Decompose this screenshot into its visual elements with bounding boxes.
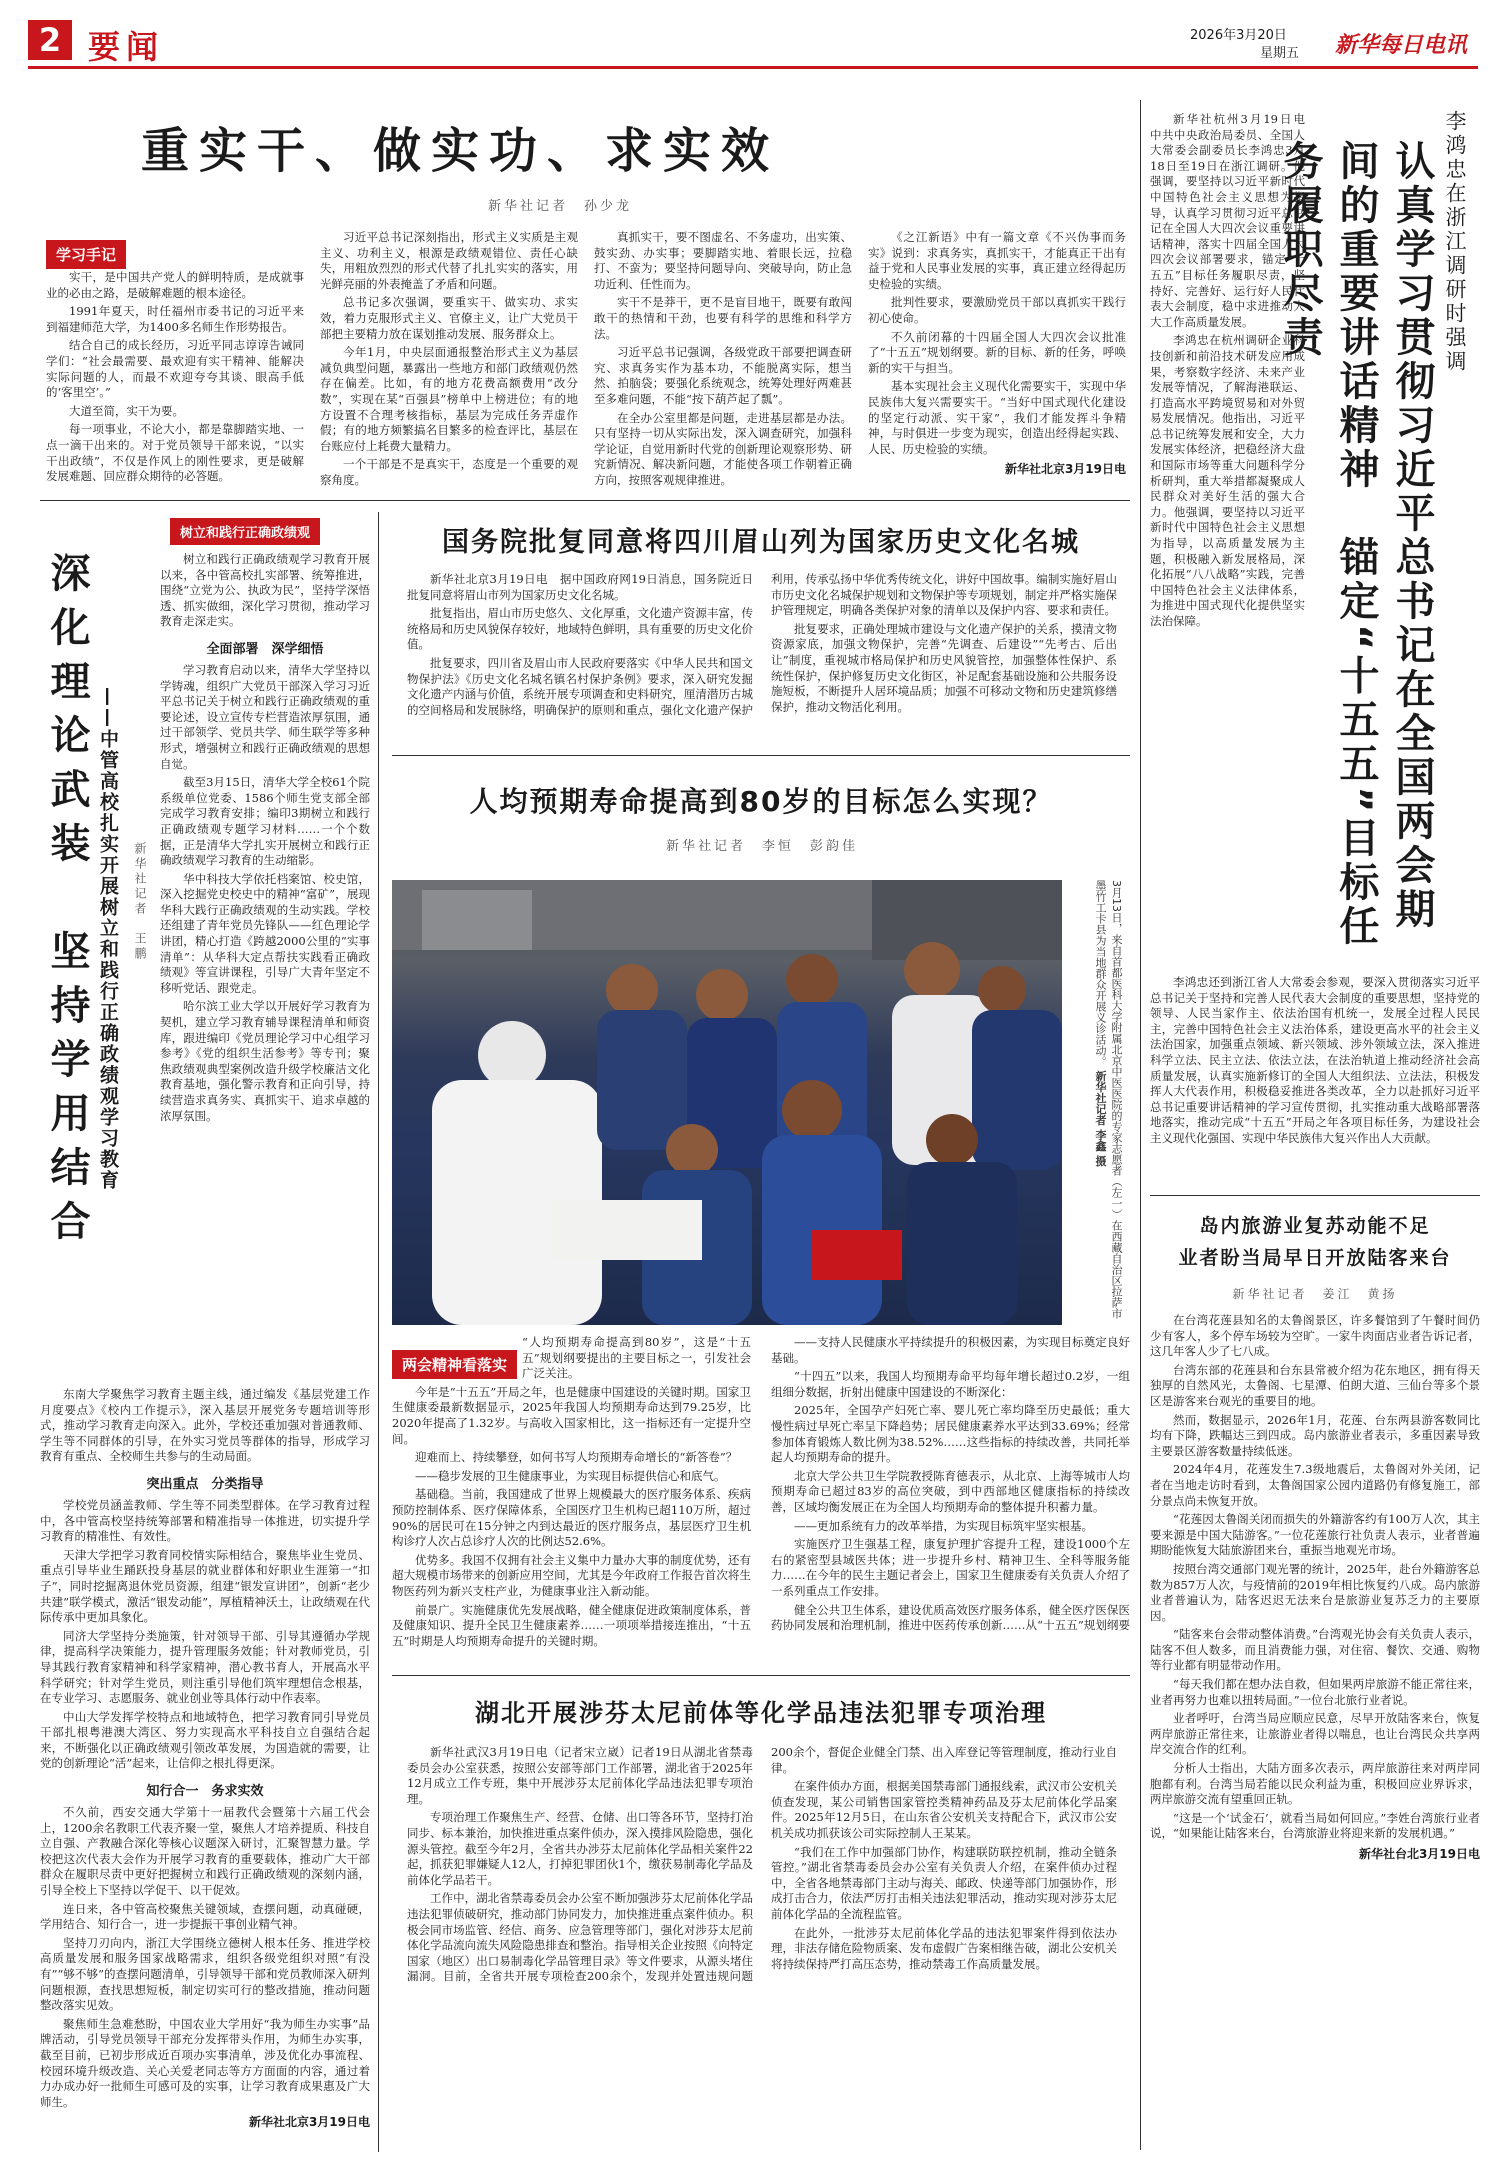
divider [378,512,379,2152]
article-life-expectancy [392,765,1130,1665]
divider [392,755,1130,756]
photo-illustration [392,880,1062,1325]
page-header [0,0,1500,66]
divider [392,1675,1130,1676]
article-kicker: 李鸿忠在浙江调研时强调 [1443,110,1467,374]
subheading: 知行合一 务求实效 [146,1784,264,1800]
page-number: 2 [28,20,72,60]
dateline: 新华社台北3月19日电 [1358,1847,1480,1861]
article-title: 湖北开展涉芬太尼前体等化学品违法犯罪专项治理 [475,1699,1047,1727]
article-body-narrow: 新华社杭州3月19日电 中共中央政治局委员、全国人大常委会副委员长李鸿忠3月18日至19日在浙江调研。他强调，要坚持以习近平新时代中国特色社会主义思想为指导，认真学习贯彻习近平总书记在全国人大四次会议重要讲话精神，落实十四届全国人大四次会议部署要求，锚定“十五五”目标任务履职尽责，坚持好、完善好、运行好人民代表大会制度，稳中求进推动人大工作高质量发展。 李鸿忠在杭州调研企业科技创新和前沿技术研发应用成果，考察数字经济、未来产业发展等情况，了解海港联运、打造高水平跨境贸易和对外贸易发展情况。他指出，习近平总书记统筹发展和安全，大力发展实体经济，把稳经济大盘和国际市场等重大问题科学分析研判，重大举措都凝聚成人民群众对美好生活的强大合力。他强调，要坚持以习近平新时代中国特色社会主义思想为指导，以高质量发展为主题，积极融入新发展格局，深化拓展“八八战略”实践，完善中国特色社会主义法律体系，为推进中国式现代化提供坚实法治保障。 [1150,112,1305,628]
subheading: 突出重点 分类指导 [146,1476,264,1492]
dateline: 新华社北京3月19日电 [1004,462,1126,477]
byline: 新华社记者 孙少龙 [487,199,632,214]
article-title: 人均预期寿命提高到80岁的目标怎么实现？ [469,785,1053,818]
article-title: 国务院批复同意将四川眉山列为国家历史文化名城 [442,527,1080,558]
issue-date: 2026年3月20日 [1190,28,1287,43]
byline: 新华社记者 李恒 彭韵佳 [665,839,858,854]
article-meishan [392,512,1130,742]
article-fentanyl [392,1685,1130,2155]
article-title: 岛内旅游业复苏动能不足 [1199,1215,1431,1237]
article-title-line2: 业者盼当局早日开放陆客来台 [1178,1247,1452,1269]
column-tag: 树立和践行正确政绩观 [170,518,320,545]
column-tag: 两会精神看落实 [392,1350,517,1379]
article-body: 实干，是中国共产党人的鲜明特质，是成就事业的必由之路，是破解难题的根本途径。 1991年夏天，时任福州市委书记的习近平来到福建师范大学，为1400多名师生作形势报告。 结合自己的成长经历，习近平同志谆谆告诫同学们：“社会最需要、最欢迎有实干精神、能解决实际问题的人，而最不欢迎夸夸其谈、眼高手低的‘客里空’。” 大道至简，实干为要。 每一项事业，不论大小，都是靠脚踏实地、一点一滴干出来的。对于党员领导干部来说，“以实干出政绩”，不仅是作风上的刚性要求，更是破解发展难题、回应群众期待的必答题。 习近平总书记深刻指出，形式主义实质是主观主义、功利主义，根源是政绩观错位、责任心缺失，用粗放烈烈的形式代替了扎扎实实的落实，用光鲜亮丽的外表掩盖了矛盾和问题。 总书记多次强调，要重实干、做实功、求实效，着力克服形式主义、官僚主义，让广大党员干部把主要精力放在谋划推动发展、服务群众上。 今年1月，中央层面通报整治形式主义为基层减负典型问题，暴露出一些地方和部门政绩观仍然存在偏差。比如，有的地方花费高额费用“改分数”，实现在某“百强县”榜单中上榜进位；有的地方设置不合理考核指标，基层为完成任务弄虚作假；有的地方频繁搞名目繁多的检查评比，基层在台账应付上耗费大量精力。 一个干部是不是真实干，态度是一个重要的观察角度。 真抓实干，要不图虚名、不务虚功，出实策、鼓实劲、办实事；要脚踏实地、着眼长远，拉稳打、不蛮为；要坚持问题导向、突破导向，防止急功近利、任性而为。 实干不是莽干，更不是盲目地干，既要有敢闯敢干的热情和干劲，也要有科学的思维和科学方法。 习近平总书记强调，各级党政干部要把调查研究、求真务实作为基本功，不能脱离实际，想当然、拍脑袋；要强化系统观念，统筹处理好两难甚至多难问题，不能“按下葫芦起了瓢”。 在全办公室里都是问题，走进基层都是办法。只有坚持一切从实际出发，深入调查研究，加强科学论证，自觉用新时代党的创新理论观察形势、研究新情况、解决新问题，才能使各项工作朝着正确方向，按照客观规律推进。 《之江新语》中有一篇文章《不兴伪事而务实》说到：求真务实，真抓实干，才能真正干出有益于党和人民事业发展的实事，真正建立经得起历史检验的实绩。 批判性要求，要激励党员干部以真抓实干践行初心使命。 不久前闭幕的十四届全国人大四次会议批准了“十五五”规划纲要。新的目标、新的任务，呼唤新的实干与担当。 基本实现社会主义现代化需要实干，实现中华民族伟大复兴需要实干。“当好中国式现代化建设的坚定行动派、实干家”，我们才能发挥斗争精神，与时俱进一步变为现实，创造出经得起实践、人民、历史检验的实绩。 新华社北京3月19日电 [46,230,1126,487]
photo-credit: 新华社记者 李鑫 摄 [1094,1070,1107,1167]
article-body-wide: 李鸿忠还到浙江省人大常委会参观，要深入贯彻落实习近平总书记关于坚持和完善人民代表大会制度的重要思想，坚持党的领导、人民当家作主、依法治国有机统一，发展全过程人民民主，完善中国特色社会主义法治体系，建设更高水平的社会主义法治国家，加强重点领域、新兴领域、涉外领域立法，深入推进科学立法、民主立法、依法立法，在法治轨道上推动经济社会高质量发展，认真实施新修订的全国人大组织法、立法法，积极发挥人大代表作用，积极稳妥推进各类改革，全力以赴抓好习近平总书记重要讲话精神的学习宣传贯彻，扎实推动重大战略部署落地落实，推动完成“十五五”开局之年各项目标任务，为建设社会主义现代化强国、实现中华民族伟大复兴作出人大贡献。 [1150,975,1480,1145]
divider [1140,100,1141,2150]
news-photo [392,880,1062,1325]
article-subtitle: ——中管高校扎实开展树立和践行正确政绩观学习教育 [97,687,119,1191]
article-body: “人均预期寿命提高到80岁”，这是“十五五”规划纲要提出的主要目标之一，引发社会广泛关注。 今年是“十五五”开局之年，也是健康中国建设的关键时期。国家卫生健康委最新数据显示，2025年我国人均预期寿命达到79.25岁，比2020年提高了1.32岁。与高收入国家相比，这一指标还有一定提升空间。 迎难而上、持续攀登，如何书写人均预期寿命增长的“新答卷”？ ——稳步发展的卫生健康事业，为实现目标提供信心和底气。 基础稳。当前，我国建成了世界上规模最大的医疗服务体系、疾病预防控制体系、医疗保障体系，全国医疗卫生机构已超110万所，超过90%的居民可在15分钟之内到达最近的医疗服务点，基层医疗卫生机构诊疗人次占总诊疗人次的比例达52.6%。 优势多。我国不仅拥有社会主义集中力量办大事的制度优势，还有超大规模市场带来的创新应用空间，尤其是今年政府工作报告首次将生物医药列为新兴支柱产业，为健康事业注入新动能。 前景广。实施健康优先发展战略，健全健康促进政策制度体系，普及健康知识、提升全民卫生健康素养……一项项举措接连推出，“十五五”时期是人均预期寿命提升的关键时期。 ——支持人民健康水平持续提升的积极因素，为实现目标奠定良好基础。 “十四五”以来，我国人均预期寿命平均每年增长超过0.2岁，一组组细分数据，折射出健康中国建设的不断深化： 2025年，全国孕产妇死亡率、婴儿死亡率均降至历史最低；重大慢性病过早死亡率呈下降趋势；居民健康素养水平达到33.69%；经常参加体育锻炼人数比例为38.52%……这些指标的持续改善，共同托举起人均预期寿命的提升。 北京大学公共卫生学院教授陈育德表示，从北京、上海等城市人均预期寿命已超过83岁的高位突破，到中西部地区健康指标的持续改善，区域均衡发展正在为全国人均预期寿命的整体提升积蓄力量。 ——更加系统有力的改革举措，为实现目标筑牢坚实根基。 实施医疗卫生强基工程，康复护理扩容提升工程，建设1000个左右的紧密型县域医共体；进一步提升乡村、精神卫生、全科等服务能力……在今年的民生主题记者会上，国家卫生健康委有关负责人介绍了一系列重点工作安排。 健全公共卫生体系，建设优质高效医疗服务体系，健全医疗医保医药协同发展和治理机制，推进中医药传承创新……从“十五五”规划纲要 [392,1335,1130,1648]
article-body: 新华社北京3月19日电 据中国政府网19日消息，国务院近日批复同意将眉山市列为国家历史文化名城。 批复指出，眉山市历史悠久、文化厚重，文化遗产资源丰富，传统格局和历史风貌保存较好，地域特色鲜明，具有重要的历史文化价值。 批复要求，四川省及眉山市人民政府要落实《中华人民共和国文物保护法》《历史文化名城名镇名村保护条例》要求，深入研究发掘文化遗产内涵与价值，系统开展专项调查和史料研究，厘清潜历古城的空间格局和发展脉络，明确保护的原则和重点，强化文化遗产保护利用，传承弘扬中华优秀传统文化，讲好中国故事。编制实施好眉山市历史文化名城保护规划和文物保护等专项规划，制定并严格实施保护管理规定，明确各类保护对象的清单以及保护内容、要求和责任。 批复要求，正确处理城市建设与文化遗产保护的关系，摸清文物资源家底，加强文物保护，完善“先调查、后建设”“先考古、后出让”制度，重视城市格局保护和历史风貌管控，加强整体性保护、系统性保护，保护修复历史文化街区，补足配套基础设施和公共服务设施短板，不断提升人居环境品质；加强不可移动文物和历史建筑修缮保护，推动文物活化利用。 [407,572,1117,717]
divider [40,500,1130,501]
dateline: 新华社北京3月19日电 [248,2115,370,2130]
paper-logo: 新华每日电讯 [1335,32,1468,58]
article-taiwan-tourism [1150,1205,1480,2155]
article-title: 深化理论武装 坚持学用结合 [44,552,90,1254]
byline: 新华社记者 王鹏 [133,842,147,962]
article-zhengjiguan [40,512,370,2152]
issue-weekday: 星期五 [1260,46,1300,61]
photo-caption: 3月13日，来自首都医科大学附属北京中医医院的专家志愿者（左一）在西藏自治区拉萨市墨竹工卡县为当地群众开展义诊活动。 新华社记者 李鑫 摄 [1094,880,1123,1319]
subheading: 全面部署 深学细悟 [206,641,324,657]
article-body: 在台湾花莲县知名的太鲁阁景区，许多餐馆到了午餐时间仍少有客人，多个停车场较为空旷。一家牛肉面店业者告诉记者，这几年客人少了七八成。 台湾东部的花莲县和台东县常被介绍为花东地区，拥有得天独厚的自然风光，太鲁阁、七星潭、伯朗大道、三仙台等多个景区是游客来台观光的重要目的地。 然而，数据显示，2026年1月，花莲、台东两县游客数同比均有下降，跌幅达三到四成。岛内旅游业者表示，多重因素导致主要景区游客数量持续低迷。 2024年4月，花莲发生7.3级地震后，太鲁阁对外关闭，记者在当地走访时看到，太鲁阁国家公园内道路仍有修复施工，部分景点尚未恢复开放。 “花莲因太鲁阁关闭而损失的外籍游客约有100万人次，其主要来源是中国大陆游客。”一位花莲旅行社负责人表示，业者普遍期盼能恢复大陆旅游团来台，重振当地观光市场。 按照台湾交通部门观光署的统计，2025年，赴台外籍游客总数为857万人次，与疫情前的2019年相比恢复约八成。岛内旅游业者普遍认为，陆客迟迟无法来台是旅游业复苏乏力的主要原因。 “陆客来台会带动整体消费。”台湾观光协会有关负责人表示，陆客不但人数多，而且消费能力强，对住宿、餐饮、交通、购物等行业都有明显带动作用。 “每天我们都在想办法自救，但如果两岸旅游不能正常往来，业者再努力也难以扭转局面。”一位台北旅行业者说。 业者呼吁，台湾当局应顺应民意，尽早开放陆客来台，恢复两岸旅游正常往来，让旅游业者得以喘息，也让台湾民众共享两岸交流合作的红利。 分析人士指出，大陆方面多次表示，两岸旅游往来对两岸同胞都有利。台湾当局若能以民众利益为重，积极回应业界诉求，两岸旅游交流有望重回正轨。 “这是一个‘试金石’，就看当局如何回应。”李姓台湾旅行业者说，“如果能让陆客来台，台湾旅游业将迎来新的发展机遇。” 新华社台北3月19日电 [1150,1313,1480,1861]
divider [1150,1195,1480,1196]
section-title: 要闻 [88,28,165,66]
article-title: 重实干、做实功、求实效 [140,123,779,179]
header-rule [28,66,1478,69]
article-shishi [40,100,1130,495]
article-lihongzhong [1150,100,1480,1190]
article-title: 认真学习贯彻习近平总书记在全国两会期间的重要讲话精神 锚定“十五五”目标任务履职尽责 [1277,140,1435,949]
column-tag: 学习手记 [46,240,126,269]
article-body-bottom: 东南大学聚焦学习教育主题主线，通过编发《基层党建工作月度要点》《校内工作提示》，深入基层开展党务专题培训等形式，推动学习教育走向深入。此外，学校还重加强对普通教师、学生等不同群体的引导，在外实习党员等群体的指导，形成学习教育有重点、全校师生共参与的生动局面。 突出重点 分类指导 学校党员涵盖教师、学生等不同类型群体。在学习教育过程中，各中管高校坚持统筹部署和精准指导一体推进，切实提升学习教育的精准性、有效性。 天津大学把学习教育同校情实际相结合，聚焦毕业生党员、重点引导毕业生踊跃投身基层的就业群体和好职业生涯第一“扣子”，同时挖掘离退休党员资源，组建“银发宣讲团”，创新“老少共建”联学模式，激活“银发动能”，厚植精神沃土，让政绩观在代际传承中更加具象化。 同济大学坚持分类施策，针对领导干部、引导其遵循办学规律，提高科学决策能力，提升管理服务效能；针对教师党员，引导其践行教育家精神和科学家精神，潜心教书育人，开展高水平科学研究；针对学生党员，则注重引导他们筑牢理想信念根基，在专业学习、志愿服务、就业创业等具体行动中作表率。 中山大学发挥学校特点和地域特色，把学习教育同引导党员干部扎根粤港澳大湾区、努力实现高水平科技自立自强结合起来，不断强化以正确政绩观引领改革发展，为国造就的需要，让党的创新理论“活”起来，让信仰之根扎得更深。 知行合一 务求实效 不久前，西安交通大学第十一届教代会暨第十六届工代会上，1200余名教职工代表齐聚一堂，聚焦人才培养提质、科技自立自强、产教融合深化等核心议题深入研讨，汇聚智慧力量。学校把这次代表大会作为开展学习教育的重要载体，推动广大干部群众在履职尽责中更好把握树立和践行正确政绩观的深刻内涵，引导全校上下坚持以学促干、以干促效。 连日来，各中管高校聚焦关键领域，查摆问题，动真碰硬，学用结合、知行合一，进一步提振干事创业精气神。 坚持刀刃向内，浙江大学围绕立德树人根本任务、推进学校高质量发展和服务国家战略需求，组织各级党组织对照“有没有”“够不够”的查摆问题清单，引导领导干部和党员教师深入研判问题根源，查找思想短板，制定切实可行的整改措施，推动问题整改落实见效。 聚焦师生急难愁盼，中国农业大学用好“我为师生办实事”品牌活动，引导党员领导干部充分发挥带头作用，为师生办实事，截至目前，已初步形成近百项办实事清单，涉及优化办事流程、校园环境升级改造、关心关爱老同志等方方面面的内容，通过着力办成办好一批师生可感可及的实事，让学习教育成果惠及广大师生。 新华社北京3月19日电 [40,1387,370,2130]
article-body: 新华社武汉3月19日电（记者宋立崴）记者19日从湖北省禁毒委员会办公室获悉，按照公安部等部门工作部署，湖北省于2025年12月成立工作专班，集中开展涉芬太尼前体化学品违法犯罪专项治理。 专项治理工作聚焦生产、经营、仓储、出口等各环节，坚持打治同步、标本兼治，加快推进重点案件侦办，深入摸排风险隐患，强化源头管控。截至今年2月，全省共办涉芬太尼前体化学品相关案件22起，抓获犯罪嫌疑人12人，打掉犯罪团伙1个，缴获易制毒化学品及前体化学品若干。 工作中，湖北省禁毒委员会办公室不断加强涉芬太尼前体化学品违法犯罪侦破研究，推动部门协同发力，加快推进重点案件侦办。积极会同市场监管、经信、商务、应急管理等部门，强化对涉芬太尼前体化学品流向流失风险隐患排查和整治。指导相关企业按照《向特定国家（地区）出口易制毒化学品管理目录》等文件要求，从源头堵住漏洞。目前，全省共开展专项检查200余个，发现并处置违规问题200余个，督促企业健全门禁、出入库登记等管理制度，推动行业自律。 在案件侦办方面，根据美国禁毒部门通报线索，武汉市公安机关侦查发现，某公司销售国家管控类精神药品及芬太尼前体化学品案件。2025年12月5日，在山东省公安机关支持配合下，武汉市公安机关成功抓获该公司实际控制人王某某。 “我们在工作中加强部门协作，构建联防联控机制，推动全链条管控。”湖北省禁毒委员会办公室有关负责人介绍，在案件侦办过程中，全省各地禁毒部门主动与海关、邮政、快递等部门加强协作，形成打击合力，依法严厉打击相关违法犯罪活动，推动实现对涉芬太尼前体化学品的全流程监管。 在此外，一批涉芬太尼前体化学品的违法犯罪案件得到依法办理，非法存储危险物质案、发布虚假广告案相继告破，湖北公安机关将持续保持严打高压态势，推动禁毒工作高质量发展。 [407,1745,1117,1984]
byline: 新华社记者 姜江 黄扬 [1232,1287,1398,1301]
article-body-top: 树立和践行正确政绩观学习教育开展以来，各中管高校扎实部署、统筹推进，围绕“立党为公、执政为民”，坚持学深悟透、抓实做细，深化学习贯彻，推动学习教育走深走实。 全面部署 深学细悟 学习教育启动以来，清华大学坚持以学铸魂，组织广大党员干部深入学习习近平总书记关于树立和践行正确政绩观的重要论述，设立宣传专栏营造浓厚氛围，通过干部领学、党员共学、师生联学等多种形式，增强树立和践行正确政绩观的思想自觉。 截至3月15日，清华大学全校61个院系级单位党委、1586个师生党支部全部完成学习教育安排；编印3期树立和践行正确政绩观专题学习材料……一个个数据，正是清华大学扎实开展树立和践行正确政绩观学习教育的生动缩影。 华中科技大学依托档案馆、校史馆，深入挖掘党史校史中的精神“富矿”，展现华科大践行正确政绩观的生动实践。学校还组建了青年党员先锋队——红色理论学讲团，精心打造《跨越2000公里的“实事清单”：从华科大定点帮扶实践看正确政绩观》等宣讲课程，引导广大青年坚定不移听党话、跟党走。 哈尔滨工业大学以开展好学习教育为契机，建立学习教育辅导课程清单和师资库，跟进编印《党员理论学习中心组学习参考》《党的组织生活参考》等专刊；聚焦政绩观典型案例改造升级学校廉洁文化教育基地，强化警示教育和正向引导，持续营造求真务实、真抓实干、追求卓越的浓厚氛围。 [160,552,370,1123]
